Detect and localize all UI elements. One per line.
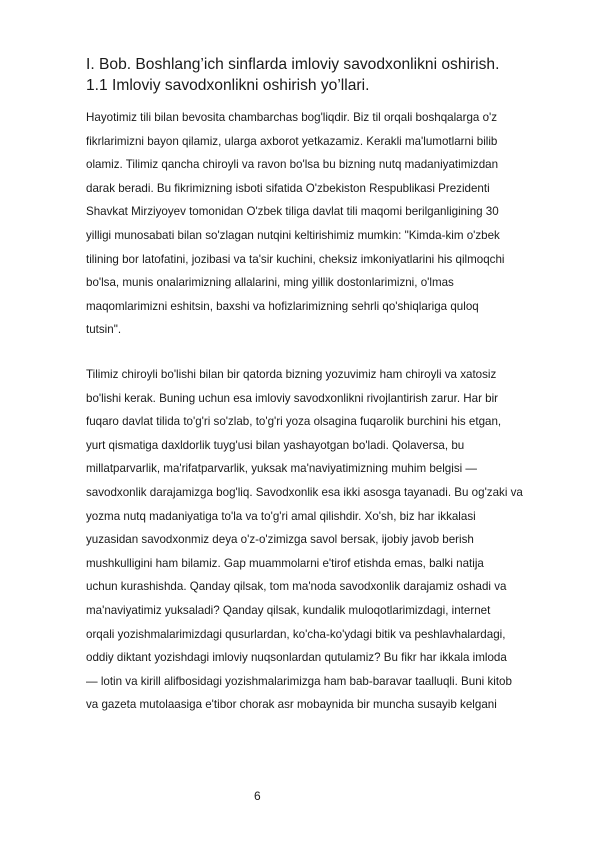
text-line: maqomlarimizni eshitsin, baxshi va hofizlarimizning sehrli qo'shiqlariga quloq <box>86 299 479 313</box>
text-line: Tilimiz chiroyli bo'lishi bilan bir qatorda bizning yozuvimiz ham chiroyli va xatosiz <box>86 368 497 381</box>
text-line: yozma nutq madaniyatiga to'la va to'g'ri amal qilishdir. Xo'sh, biz har ikkalasi <box>86 509 476 523</box>
text-line: oddiy diktant yozishdagi imloviy nuqsonlardan qutulamiz? Bu fikr har ikkala imloda <box>86 651 507 665</box>
chapter-title: I. Bob. Boshlang’ich sinflarda imloviy savodxonlikni oshirish. <box>86 56 500 73</box>
text-line: — lotin va kirill alifbosidagi yozishmalarimizga ham bab-baravar taalluqli. Buni kitob <box>86 674 512 688</box>
page-number: 6 <box>254 789 261 803</box>
text-line: va gazeta mutolaasiga e'tibor chorak asr mobaynida bir muncha susayib kelgani <box>86 698 497 712</box>
text-line: yuzasidan savodxonmiz deya o'z-o'zimizga savol bersak, ijobiy javob berish <box>86 533 474 547</box>
text-line: uchun kurashishda. Qanday qilsak, tom ma'noda savodxonlik darajamiz oshadi va <box>86 580 507 594</box>
text-line: bo'lishi kerak. Buning uchun esa imloviy savodxonlikni rivojlantirish zarur. Har bir <box>86 391 499 405</box>
text-line: olamiz. Tilimiz qancha chiroyli va ravon bo'lsa bu bizning nutq madaniyatimizdan <box>86 158 499 172</box>
text-line: orqali yozishmalarimizdagi qusurlardan, ko'cha-ko'ydagi bitik va peshlavhalardagi, <box>86 627 506 641</box>
paragraph-2 <box>86 363 566 717</box>
text-line: tutsin". <box>86 323 122 337</box>
text-line: millatparvarlik, ma'rifatparvarlik, yuksak ma'naviyatimizning muhim belgisi — <box>86 462 478 476</box>
text-line: bo'lsa, munis onalarimizning allalarini, ming yillik dostonlarimizni, o'lmas <box>86 276 454 290</box>
text-line: savodxonlik darajamizga bog'liq. Savodxonlik esa ikki asosga tayanadi. Bu og'zaki va <box>86 485 523 499</box>
text-line: yurt qismatiga daxldorlik tuyg'usi bilan yashayotgan bo'ladi. Qolaversa, bu <box>86 438 465 452</box>
text-line: fuqaro davlat tilida to'g'ri so'zlab, to'g'ri yoza olsagina fuqarolik burchini his etgan, <box>86 415 502 429</box>
paragraph-1 <box>86 106 566 342</box>
text-line: Hayotimiz tili bilan bevosita chambarchas bog'liqdir. Biz til orqali boshqalarga o'z <box>86 111 498 124</box>
text-line: fikrlarimizni bayon qilamiz, ularga axborot yetkazamiz. Kerakli ma'lumotlarni bilib <box>86 134 498 148</box>
text-line: darak beradi. Bu fikrimizning isboti sifatida O'zbekiston Respublikasi Prezidenti <box>86 181 490 195</box>
text-line: tilining bor latofatini, jozibasi va ta'sir kuchini, cheksiz imkoniyatlarini his qilmoqchi <box>86 252 505 266</box>
text-line: mushkulligini ham bilamiz. Gap muammolarni e'tirof etishda emas, balki natija <box>86 556 484 570</box>
section-title: 1.1 Imloviy savodxonlikni oshirish yo’llari. <box>86 77 370 94</box>
text-line: Shavkat Mirziyoyev tomonidan O'zbek tiliga davlat tili maqomi berilganligining 30 <box>86 205 499 219</box>
text-line: yilligi munosabati bilan so'zlagan nutqini keltirishimiz mumkin: "Kimda-kim o'zbek <box>86 228 500 242</box>
text-line: ma'naviyatimiz yuksaladi? Qanday qilsak, kundalik muloqotlarimizdagi, internet <box>86 603 491 617</box>
